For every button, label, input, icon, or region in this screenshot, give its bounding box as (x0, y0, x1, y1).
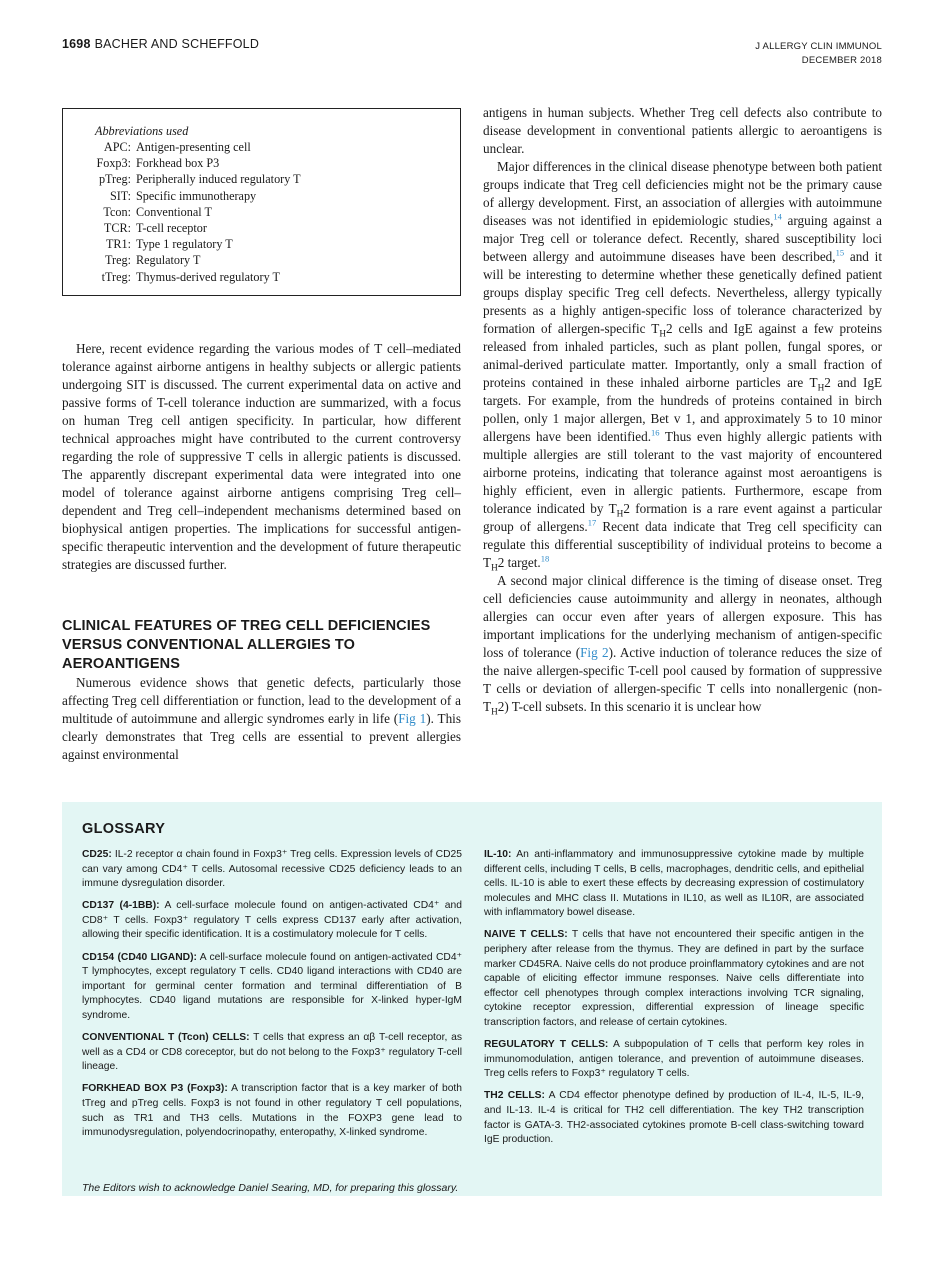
abbreviation-value: Regulatory T (136, 253, 201, 268)
right-column (483, 104, 882, 716)
abbreviation-row (79, 204, 301, 220)
abbreviations-box (62, 108, 461, 296)
fig1-link[interactable]: Fig 1 (398, 711, 427, 726)
abbreviation-value: Thymus-derived regulatory T (136, 269, 280, 284)
abbreviation-value: Type 1 regulatory T (136, 237, 233, 252)
glossary-title: GLOSSARY (82, 821, 166, 837)
author-names: BACHER AND SCHEFFOLD (94, 37, 260, 51)
abbreviation-key: pTreg: (98, 172, 131, 187)
para-text: 2 target. (497, 555, 541, 570)
running-header-right (755, 40, 882, 68)
abbreviation-value: T-cell receptor (136, 221, 207, 236)
para-text: 2) T-cell subsets. In this scenario it is unclear how (497, 699, 762, 714)
glossary-definition: An anti-inflammatory and immunosuppressive cytokine made by multiple different cells, including T cells, B cells, macrophages, dendritic cells, and epithelial cells. IL-10 is able to exert these effects by decreasing expression of costimulatory molecules and MHC class II. Mutations in IL10, as well as IL10R, are associated with inflammatory bowel disease. (484, 849, 864, 919)
abbreviation-row (79, 171, 301, 187)
glossary-entry (82, 899, 462, 943)
abbreviation-key: SIT: (109, 188, 131, 203)
glossary-definition: A transcription factor that is a key marker of both tTreg and pTreg cells. Foxp3 is not found in other regulatory T cell populations, such as TR1 and TH3 cells. Mutations in the FOXP3 gene lead to immunodysregulation, polyendocrinopathy, enteropathy, X-linked syndrome. (82, 1083, 463, 1139)
para-text: and it will be interesting to determine whether these genetically defined patient groups display specific Treg cell defects. Nevertheless, allergy typically presents as a highly antigen-specific loss of tolerance characterized by formation of allergen-specific T (483, 249, 882, 336)
glossary-definition: A subpopulation of T cells that perform key roles in immunomodulation, antigen tolerance, and prevention of autoimmune diseases. Treg cells refers to Foxp3⁺ regulatory T cells. (484, 1039, 864, 1080)
subscript-h: H (616, 508, 624, 519)
para-text: ). This clearly demonstrates that Treg cells are essential to prevent allergies against environmental (62, 711, 461, 762)
glossary-footnote: The Editors wish to acknowledge Daniel Searing, MD, for preparing this glossary. (82, 1182, 459, 1194)
abbreviation-row (79, 220, 301, 236)
para-text: Thus even highly allergic patients with multiple allergies are still tolerant to the vast majority of encountered airborne proteins, indicating that tolerance against most aeroantigens is highly efficient, even in allergic patients. Furthermore, escape from tolerance indicated by T (483, 429, 883, 516)
abbreviation-key: Foxp3: (96, 156, 131, 171)
para-text: Major differences in the clinical disease phenotype between both patient groups indicate that Treg cell deficiencies might not be the primary cause of allergy development. First, an association of allergies with autoimmune diseases was not identified in epidemiologic studies, (483, 159, 882, 228)
glossary-entry (484, 848, 864, 921)
abbreviations-table (79, 139, 301, 285)
abbreviation-key: APC: (103, 140, 131, 154)
para-text: Recent data indicate that Treg cell specificity can regulate this differential susceptibility of individual proteins to become a T (483, 519, 882, 570)
right-paragraph-1: antigens in human subjects. Whether Treg cell defects also contribute to disease development in conventional patients allergic to aeroantigens is unclear. (483, 105, 882, 156)
right-paragraph-2 (483, 158, 882, 572)
abbreviations-title: Abbreviations used (95, 124, 189, 138)
journal-name: J ALLERGY CLIN IMMUNOL (755, 41, 882, 52)
subscript-h: H (659, 328, 666, 339)
abbreviation-row (79, 155, 301, 171)
para-text: arguing against a major Treg cell or tolerance defect. Recently, shared susceptibility loci between allergy and autoimmune diseases have been described, (483, 213, 882, 264)
abbreviation-row (79, 269, 301, 285)
fig2-link[interactable]: Fig 2 (580, 645, 609, 660)
glossary-term: CONVENTIONAL T (Tcon) CELLS: (82, 1032, 250, 1044)
glossary-left-column (82, 848, 462, 1148)
para-text: 2 formation is a rare event against a particular group of allergens. (483, 501, 882, 534)
subscript-h: H (817, 382, 825, 393)
glossary-definition: T cells that have not encountered their specific antigen in the periphery after release from the thymus. They are defined in part by the surface marker CD45RA. Naive cells do not produce proinflammatory cytokines and are not capable of eliciting effector immune responses. Naive cells differentiate into effector cell phenotypes through complex interactions involving TCR signaling, cytokine receptor expression, differential expression of lineage specific transcription factors, and release of certain cytokines. (484, 929, 865, 1029)
issue-date: DECEMBER 2018 (801, 55, 882, 66)
para-text: ). Active induction of tolerance reduces the size of the naive allergen-specific T-cell pool caused by formation of suppressive T cells or deviation of allergen-specific T cells into nonallergenic (non-T (483, 645, 883, 714)
glossary-definition: A cell-surface molecule found on antigen-activated CD4⁺ T lymphocytes, except regulatory T cells. CD40 ligand interactions with CD40 are important for germinal center formation and terminal differentiation of B lymphocytes. CD40 ligand mutations are responsible for X-linked hyper-IgM syndrome. (82, 951, 462, 1021)
running-header-left (62, 37, 259, 51)
reference-18[interactable]: 18 (540, 553, 550, 564)
abbreviation-key: TR1: (105, 237, 131, 252)
subscript-h: H (491, 706, 498, 717)
abbreviation-key: Treg: (105, 253, 131, 268)
para-text: 2 and IgE targets. For example, from the hundreds of proteins contained in birch pollen, only 1 major allergen, Bet v 1, and approximately 5 to 10 minor allergens have been identified. (483, 375, 882, 444)
abbreviation-row (79, 252, 301, 268)
glossary-entry (484, 1089, 864, 1147)
reference-17[interactable]: 17 (587, 517, 597, 528)
glossary-right-column (484, 848, 864, 1155)
reference-15[interactable]: 15 (835, 247, 845, 258)
glossary-entry (484, 928, 864, 1030)
glossary-term: CD154 (CD40 LIGAND): (82, 951, 197, 963)
glossary-box (62, 802, 882, 1196)
abbreviation-row (79, 236, 301, 252)
glossary-definition: IL-2 receptor α chain found in Foxp3⁺ Treg cells. Expression levels of CD25 can vary among CD4⁺ T cells. Autosomal recessive CD25 deficiency leads to an immune dysregulation disorder. (82, 849, 462, 890)
intro-paragraph: Here, recent evidence regarding the various modes of T cell–mediated tolerance against airborne antigens in healthy subjects or allergic patients undergoing SIT is discussed. The current experimental data on active and passive forms of T-cell tolerance induction are summarized, with a focus on human Treg cell antigen specificity. In particular, how different technical approaches might have contributed to the current controversy regarding the role of suppressive T cells in allergic patients is discussed. The apparently discrepant experimental data were integrated into one model of tolerance against airborne antigens comprising Treg cell–dependent and Treg cell–independent mechanisms determined based on biophysical antigen properties. The implications for successful antigen-specific therapeutic intervention and the development of future therapeutic strategies are discussed further. (62, 341, 461, 572)
para-text: A second major clinical difference is the timing of disease onset. Treg cell deficiencies cause autoimmunity and allergy in neonates, although allergies can occur even after years of allergen exposure. This has important implications for the underlying mechanism of antigen-specific loss of tolerance ( (483, 573, 882, 660)
abbreviation-value: Specific immunotherapy (136, 188, 257, 203)
glossary-entry (484, 1038, 864, 1082)
glossary-term: REGULATORY T CELLS: (484, 1039, 609, 1051)
abbreviation-value: Antigen-presenting cell (136, 140, 251, 154)
glossary-term: NAIVE T CELLS: (484, 929, 568, 941)
glossary-definition: A cell-surface molecule found on antigen-activated CD4⁺ and CD8⁺ T cells. Foxp3⁺ regulatory T cells express CD137 early after activation, allowing their specific identification. It is a costimulatory molecule for T cells. (82, 900, 462, 941)
glossary-term: IL-10: (484, 849, 512, 860)
section-heading: CLINICAL FEATURES OF TREG CELL DEFICIENCIES VERSUS CONVENTIONAL ALLERGIES TO AEROANTIGENS (62, 618, 431, 672)
glossary-term: TH2 CELLS: (484, 1090, 545, 1102)
para-text: 2 cells and IgE against a few proteins released from inhaled particles, such as plant pollen, fungal spores, or animal-derived particulate matter. Importantly, only a small fraction of proteins contained in these inhaled airborne particles are T (483, 321, 882, 390)
intro-column (62, 340, 461, 574)
page-number: 1698 (62, 37, 91, 51)
glossary-term: CD25: (82, 849, 112, 860)
abbreviation-value: Forkhead box P3 (136, 156, 220, 171)
glossary-entry (82, 951, 462, 1024)
para-text: Numerous evidence shows that genetic defects, particularly those affecting Treg cell differentiation or function, lead to the development of a multitude of autoimmune and allergic syndromes early in life ( (62, 675, 461, 726)
abbreviation-value: Peripherally induced regulatory T (136, 172, 301, 187)
glossary-entry (82, 1031, 462, 1075)
subscript-h: H (491, 562, 498, 573)
abbreviation-row (79, 188, 301, 204)
section-column (62, 674, 461, 764)
abbreviation-key: tTreg: (101, 269, 131, 284)
glossary-term: CD137 (4-1BB): (82, 900, 160, 912)
reference-16[interactable]: 16 (651, 427, 660, 438)
section-paragraph (62, 674, 461, 764)
glossary-entry (82, 848, 462, 892)
glossary-term: FORKHEAD BOX P3 (Foxp3): (82, 1083, 228, 1095)
reference-14[interactable]: 14 (773, 211, 782, 222)
glossary-definition: T cells that express an αβ T-cell receptor, as well as a CD4 or CD8 coreceptor, but do not belong to the Foxp3⁺ regulatory T-cell lineage. (82, 1032, 462, 1073)
abbreviation-row (79, 139, 301, 155)
abbreviation-key: Tcon: (103, 204, 131, 219)
abbreviation-key: TCR: (103, 221, 131, 236)
abbreviation-value: Conventional T (136, 204, 212, 219)
right-paragraph-3 (483, 572, 882, 716)
glossary-definition: A CD4 effector phenotype defined by production of IL-4, IL-5, IL-9, and IL-13. IL-4 is critical for TH2 cell differentiation. The key TH2 transcription factor is GATA-3. TH2-associated cytokines promote B-cell class-switching toward IgE production. (484, 1090, 864, 1146)
glossary-entry (82, 1082, 462, 1140)
